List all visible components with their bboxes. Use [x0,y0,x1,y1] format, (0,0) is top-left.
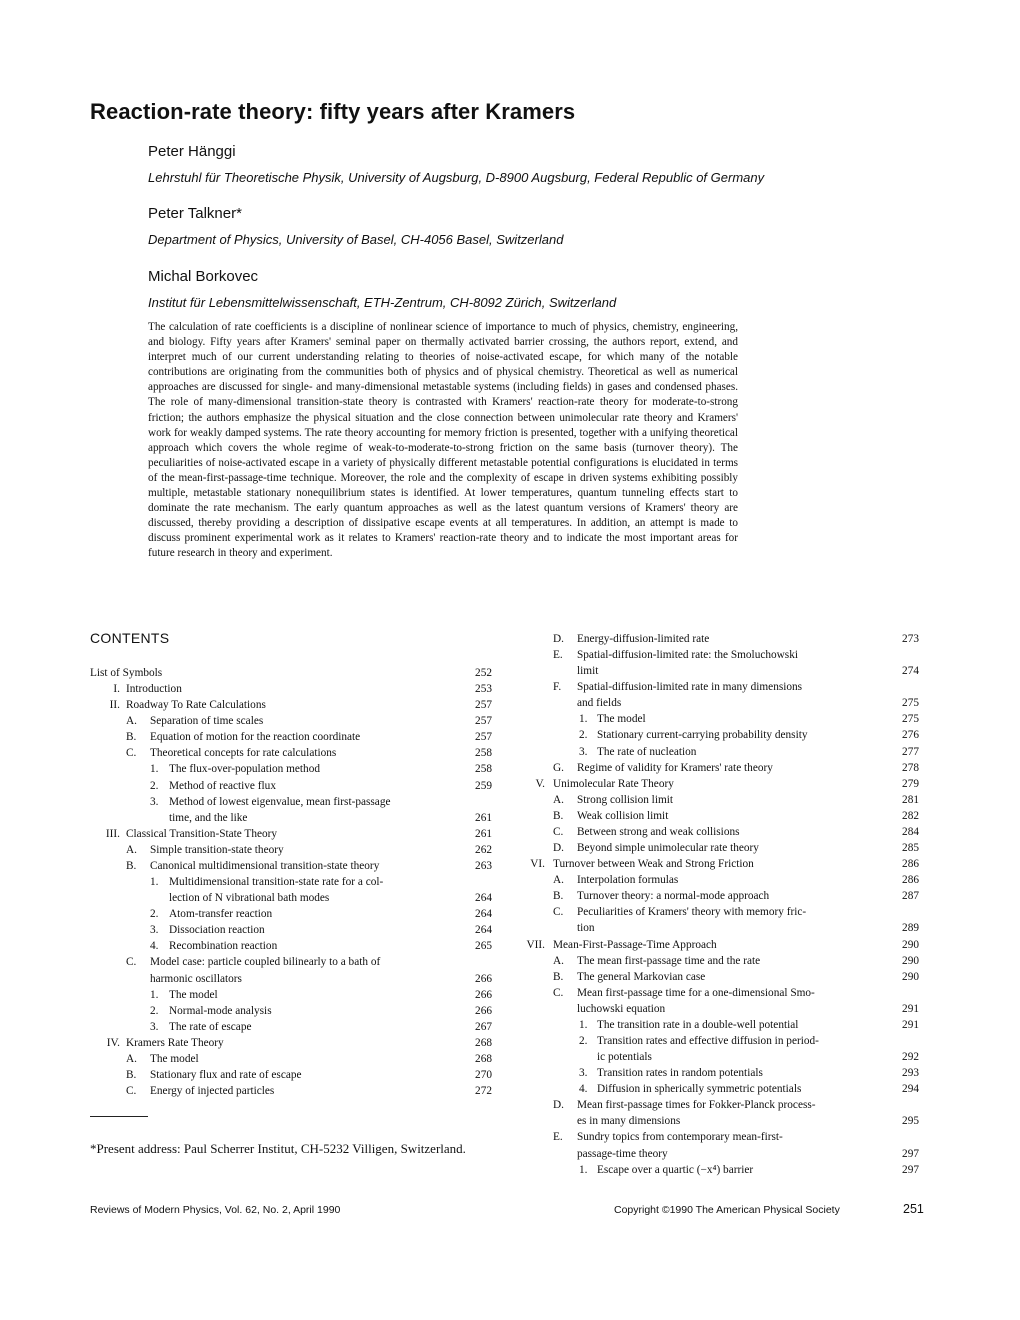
toc-entry-page: 257 [475,731,492,744]
toc-entry-number: 1. [150,988,159,1001]
toc-entry-number: C. [553,986,564,999]
toc-entry-title: Turnover between Weak and Strong Friction [553,858,754,871]
toc-entry-number: 4. [579,1083,588,1096]
abstract: The calculation of rate coefficients is a discipline of nonlinear science of importance to much of physics, chemistry, engineering, and biology. Fifty years after Kramers' seminal paper on thermally activated barrier crossing, the authors report, extend, and interpret much of our current understanding relating to theories of noise-activated escape, for which many of the notable contributions are originating from the communities both of physics and of physical chemistry. Theoretical as well as numerical approaches are discussed for single- and many-dimensional metastable systems (including fields) in gases and condensed phases. The role of many-dimensional transition-state theory is contrasted with Kramers' reaction-rate theory for moderate-to-strong friction; the authors emphasize the physical situation and the close connection between unimolecular rate theory and Kramers' work for weakly damped systems. The rate theory accounting for memory friction is presented, together with a unifying theoretical approach which covers the whole regime of weak-to-moderate-to-strong friction on the same basis (turnover theory). The peculiarities of noise-activated escape in a variety of physically different metastable potential configurations is elucidated in terms of the mean-first-passage-time technique. Moreover, the role and the complexity of escape in driven systems exhibiting possibly multiple, metastable stationary nonequilibrium states is identified. At lower temperatures, quantum tunneling effects start to dominate the rate mechanism. The early quantum approaches as well as the latest quantum versions of Kramers' theory are discussed, thereby providing a description of dissipative escape events at all temperatures. In addition, an attempt is made to discuss prominent experimental work as it relates to Kramers' reaction-rate theory and to indicate the most important areas for future research in theory and experiment. [148,321,738,560]
toc-entry-number: D. [553,633,564,645]
copyright-notice: Copyright ©1990 The American Physical Society [614,1204,840,1216]
toc-entry-page: 286 [902,874,919,887]
toc-entry [0,904,1020,920]
article-title: Reaction-rate theory: fifty years after Kramers [90,99,576,124]
toc-entry-page: 268 [475,1052,492,1065]
toc-entry-page: 297 [902,1163,919,1176]
toc-entry-title: limit [577,665,599,678]
toc-entry [0,824,1020,840]
toc-entry-number: 3. [579,1067,588,1080]
toc-entry-title: Theoretical concepts for rate calculations [150,747,337,760]
toc-entry-title: Energy-diffusion-limited rate [577,633,710,645]
toc-entry-page: 264 [475,892,492,905]
toc-entry-title: List of Symbols [90,667,163,679]
toc-entry-page: 277 [902,745,919,758]
toc-entry-page: 275 [902,697,919,710]
toc-entry-number: 2. [150,1004,159,1017]
toc-entry-title: Mean-First-Passage-Time Approach [553,938,717,951]
toc-entry-title: Turnover theory: a normal-mode approach [577,890,770,903]
toc-entry-title: Strong collision limit [577,793,674,806]
toc-entry-page: 253 [475,683,492,696]
toc-entry-page: 252 [475,667,492,679]
toc-entry-title: tion [577,922,595,935]
toc-entry-page: 262 [475,843,492,856]
toc-entry [0,1113,1020,1129]
toc-entry-title: Dissociation reaction [169,924,265,937]
toc-entry-number: C. [553,825,564,838]
toc-entry-number: C. [126,1085,137,1098]
toc-entry-title: Classical Transition-State Theory [126,827,278,840]
toc-entry-page: 297 [902,1147,919,1160]
toc-entry-number: 1. [579,1018,588,1031]
toc-entry [0,1001,1020,1017]
footnote: *Present address: Paul Scherrer Institut, CH-5232 Villigen, Switzerland. [90,1141,466,1156]
toc-entry [0,920,1020,936]
toc-entry-number: B. [553,970,564,983]
toc-entry-number: 3. [579,745,588,758]
toc-entry [0,647,1020,663]
toc-entry-page: 266 [475,972,492,985]
toc-entry-page: 261 [475,827,492,840]
toc-entry [0,937,1020,953]
toc-entry-number: A. [553,874,564,887]
toc-entry-title: Multidimensional transition-state rate for a col- [169,876,384,889]
toc-entry-number: II. [109,699,120,712]
toc-entry-title: Roadway To Rate Calculations [126,699,266,712]
toc-entry-page: 258 [475,747,492,760]
toc-entry-number: B. [553,890,564,903]
toc-entry-title: The transition rate in a double-well potential [597,1018,799,1031]
toc-entry-title: Equation of motion for the reaction coordinate [150,731,361,744]
toc-entry [0,985,1020,1001]
toc-entry-page: 272 [475,1085,492,1098]
toc-entry [0,872,1020,888]
toc-entry-page: 284 [902,825,919,838]
toc-entry-title: Interpolation formulas [577,874,679,887]
toc-entry-page: 291 [902,1002,919,1015]
toc-entry [0,1033,1020,1049]
toc-entry-number: D. [553,1099,564,1112]
toc-entry-number: 2. [150,779,159,792]
toc-entry [0,1162,1020,1178]
toc-entry [0,711,1020,727]
toc-entry-page: 276 [902,729,919,742]
toc-entry-number: VI. [530,858,545,871]
toc-entry-title: and fields [577,697,622,710]
toc-entry [0,969,1020,985]
toc-entry-number: B. [126,731,137,744]
toc-entry-title: Peculiarities of Kramers' theory with memory fric- [577,906,807,919]
toc-entry [0,792,1020,808]
toc-entry-title: es in many dimensions [577,1115,681,1128]
toc-entry-number: A. [126,843,137,856]
author-name: Peter Talkner* [148,205,242,222]
toc-entry-page: 275 [902,713,919,726]
toc-entry-title: Transition rates in random potentials [597,1067,763,1080]
toc-entry-number: D. [553,842,564,855]
toc-entry-page: 263 [475,859,492,872]
toc-entry-number: B. [553,809,564,822]
toc-entry-page: 282 [902,809,919,822]
toc-entry-title: Stationary current-carrying probability density [597,729,808,742]
toc-entry-number: 3. [150,1020,159,1033]
toc-entry-title: Kramers Rate Theory [126,1036,224,1049]
author-affiliation: Institut für Lebensmittelwissenschaft, ETH-Zentrum, CH-8092 Zürich, Switzerland [148,295,617,310]
toc-entry-title: Beyond simple unimolecular rate theory [577,842,759,855]
toc-entry-page: 279 [902,777,919,790]
toc-entry-title: harmonic oscillators [150,972,242,985]
toc-entry-number: G. [553,761,564,774]
toc-entry-title: The model [597,713,646,726]
toc-entry [0,1017,1020,1033]
toc-entry [0,1065,1020,1081]
toc-entry [0,776,1020,792]
toc-entry-number: 4. [150,940,159,953]
toc-entry-page: 286 [902,858,919,871]
toc-entry-page: 264 [475,924,492,937]
toc-entry-page: 289 [902,922,919,935]
toc-entry-title: luchowski equation [577,1002,666,1015]
toc-entry-title: The rate of escape [169,1020,252,1033]
toc-entry-page: 268 [475,1036,492,1049]
toc-entry-number: V. [535,777,545,790]
toc-entry-number: VII. [526,938,545,951]
toc-entry-title: Sundry topics from contemporary mean-first- [577,1131,783,1144]
toc-entry-number: C. [553,906,564,919]
toc-entry-page: 257 [475,699,492,712]
toc-entry-number: A. [553,793,564,806]
toc-entry-page: 281 [902,793,919,806]
toc-entry [0,953,1020,969]
toc-entry-page: 290 [902,938,919,951]
author-name: Michal Borkovec [148,268,259,285]
toc-entry-number: B. [126,1069,137,1081]
toc-entry-title: Separation of time scales [150,715,264,728]
toc-entry-page: 291 [902,1018,919,1031]
toc-entry-title: Diffusion in spherically symmetric potentials [597,1083,802,1096]
toc-entry [0,1049,1020,1065]
toc-entry-number: 3. [150,924,159,937]
toc-entry-number: 2. [579,1035,588,1047]
toc-entry-title: passage-time theory [577,1147,668,1160]
toc-entry-title: The mean first-passage time and the rate [577,954,761,967]
toc-entry-number: A. [553,954,564,967]
toc-entry-number: 1. [150,763,159,776]
toc-entry-title: Unimolecular Rate Theory [553,777,674,790]
toc-entry [0,840,1020,856]
toc-entry-page: 293 [902,1067,919,1080]
toc-entry-number: 1. [579,713,588,726]
author-name: Peter Hänggi [148,143,236,160]
toc-entry-title: Method of lowest eigenvalue, mean first-passage [169,795,391,808]
toc-entry-number: B. [126,859,137,872]
toc-entry-page: 270 [475,1069,492,1081]
toc-entry-number: C. [126,747,137,760]
toc-entry-title: The model [150,1052,199,1065]
toc-entry-title: Method of reactive flux [169,779,276,792]
toc-entry-number: E. [553,649,563,662]
toc-entry-title: Normal-mode analysis [169,1004,272,1017]
toc-entry [0,808,1020,824]
toc-entry [0,695,1020,711]
toc-entry-title: Weak collision limit [577,809,669,822]
toc-entry [0,663,1020,679]
toc-entry-page: 294 [902,1083,919,1096]
toc-entry-number: A. [126,715,137,728]
toc-entry-title: Introduction [126,683,182,696]
toc-entry-title: Transition rates and effective diffusion in period- [597,1035,819,1047]
author-affiliation: Department of Physics, University of Basel, CH-4056 Basel, Switzerland [148,232,564,247]
toc-entry-page: 287 [902,890,919,903]
toc-entry-page: 273 [902,633,919,645]
toc-entry [0,760,1020,776]
toc-entry-number: 3. [150,795,159,808]
toc-entry [0,727,1020,743]
page-number: 251 [903,1202,924,1216]
toc-entry-page: 257 [475,715,492,728]
toc-entry-number: 1. [150,876,159,889]
toc-entry-number: 2. [579,729,588,742]
toc-entry-page: 258 [475,763,492,776]
toc-entry [0,1097,1020,1113]
toc-entry-page: 266 [475,988,492,1001]
toc-entry-title: Model case: particle coupled bilinearly to a bath of [150,956,381,969]
toc-entry-page: 259 [475,779,492,792]
toc-entry-title: Simple transition-state theory [150,843,284,856]
toc-entry-page: 295 [902,1115,919,1128]
toc-entry-title: Canonical multidimensional transition-state theory [150,859,380,872]
toc-entry-title: lection of N vibrational bath modes [169,892,330,905]
toc-entry-title: The general Markovian case [577,970,706,983]
toc-entry-page: 274 [902,665,919,678]
toc-entry-number: 1. [579,1163,588,1176]
toc-entry-page: 265 [475,940,492,953]
toc-entry-page: 264 [475,908,492,921]
journal-citation: Reviews of Modern Physics, Vol. 62, No. 2, April 1990 [90,1204,341,1216]
toc-entry-page: 290 [902,954,919,967]
toc-entry-title: Escape over a quartic (−x⁴) barrier [597,1163,754,1176]
toc-entry-page: 267 [475,1020,492,1033]
toc-entry-page: 290 [902,970,919,983]
toc-entry-title: Between strong and weak collisions [577,825,740,838]
toc-entry-number: C. [126,956,137,969]
toc-entry-number: I. [113,683,120,696]
toc-entry-page: 261 [475,811,492,824]
toc-entry-title: Recombination reaction [169,940,278,953]
toc-entry [0,1081,1020,1097]
toc-entry [0,631,1020,647]
toc-entry-title: Atom-transfer reaction [169,908,273,921]
toc-entry-title: Regime of validity for Kramers' rate theory [577,761,773,774]
toc-entry-number: E. [553,1131,563,1144]
toc-entry-number: IV. [106,1036,120,1049]
toc-entry-title: time, and the like [169,811,248,824]
toc-entry-title: The model [169,988,218,1001]
toc-entry [0,888,1020,904]
toc-entry-title: Energy of injected particles [150,1085,275,1098]
toc-entry-title: ic potentials [597,1051,652,1064]
contents-heading: CONTENTS [90,630,170,646]
toc-entry-page: 292 [902,1051,919,1064]
toc-entry-number: 2. [150,908,159,921]
toc-entry [0,744,1020,760]
toc-entry-title: Mean first-passage time for a one-dimensional Smo- [577,986,815,999]
author-affiliation: Lehrstuhl für Theoretische Physik, University of Augsburg, D-8900 Augsburg, Federal Republic of Germany [148,170,765,185]
toc-entry [0,679,1020,695]
toc-entry-number: A. [126,1052,137,1065]
toc-entry-number: F. [553,681,562,694]
toc-entry-title: The flux-over-population method [169,763,320,776]
toc-entry-page: 266 [475,1004,492,1017]
toc-entry-title: Spatial-diffusion-limited rate in many dimensions [577,681,803,694]
toc-entry-page: 278 [902,761,919,774]
toc-entry-page: 285 [902,842,919,855]
footnote-divider [90,1116,148,1117]
toc-entry [0,856,1020,872]
toc-entry-title: Mean first-passage times for Fokker-Planck process- [577,1099,816,1112]
toc-entry-title: Stationary flux and rate of escape [150,1069,302,1081]
toc-entry-number: III. [105,827,120,840]
toc-entry-title: The rate of nucleation [597,745,697,758]
toc-entry-title: Spatial-diffusion-limited rate: the Smoluchowski [577,649,798,662]
